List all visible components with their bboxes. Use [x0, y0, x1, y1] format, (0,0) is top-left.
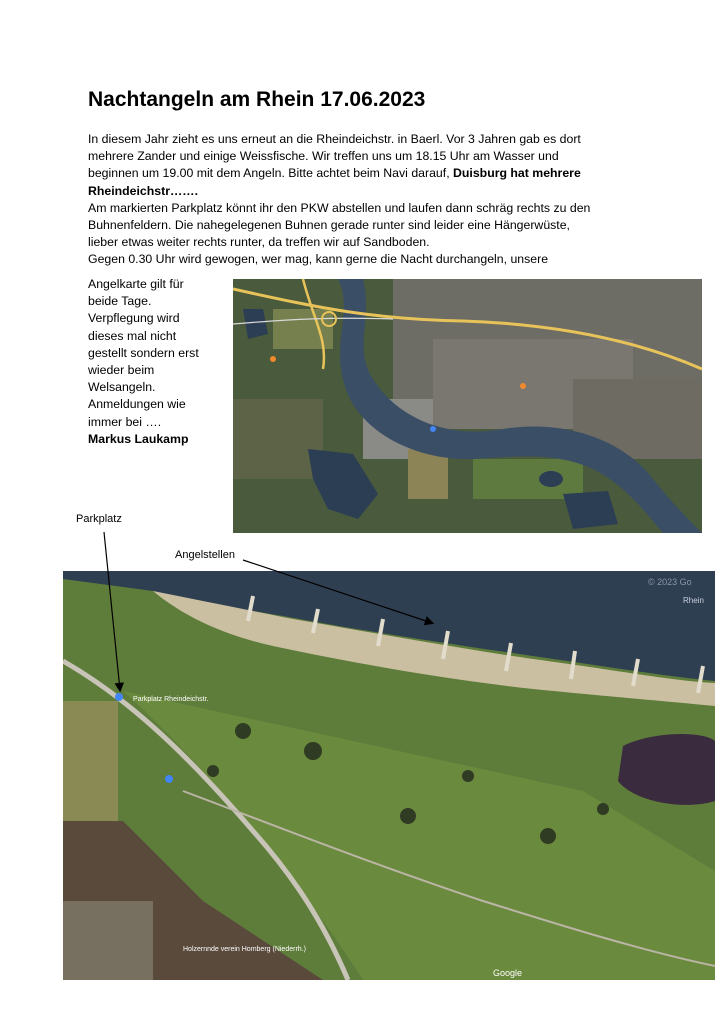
overview-map-graphic: [233, 279, 702, 533]
intro-line: Gegen 0.30 Uhr wird gewogen, wer mag, kann gerne die Nacht durchangeln, unsere: [88, 252, 549, 267]
overview-aerial-map: [233, 279, 702, 533]
page-title: Nachtangeln am Rhein 17.06.2023: [88, 88, 426, 111]
parkplatz-pin-label: Parkplatz Rheindeichstr.: [133, 696, 209, 703]
side-line: dieses mal nicht: [88, 328, 177, 343]
side-line: Anmeldungen wie: [88, 397, 186, 412]
intro-line: Am markierten Parkplatz könnt ihr den PKW abstellen und laufen dann schräg rechts zu den: [88, 200, 591, 215]
verein-label: Holzernnde verein Homberg (Niederrh.): [183, 946, 306, 953]
angelstellen-label: Angelstellen: [175, 549, 235, 561]
organizer-name: Markus Laukamp: [88, 431, 189, 446]
map-copyright: © 2023 Go: [648, 577, 692, 587]
side-line: Welsangeln.: [88, 380, 156, 395]
parkplatz-label: Parkplatz: [76, 513, 122, 525]
navi-warning: Duisburg hat mehrere: [453, 166, 581, 181]
side-line: Verpflegung wird: [88, 311, 180, 326]
detail-aerial-map: [63, 571, 715, 980]
side-text: [88, 276, 228, 448]
side-line: Angelkarte gilt für: [88, 277, 184, 291]
side-line: wieder beim: [88, 363, 155, 378]
side-line: immer bei ….: [88, 414, 162, 429]
intro-paragraph: [88, 131, 648, 269]
river-label: Rhein: [683, 596, 704, 605]
navi-warning-cont: Rheindeichstr…….: [88, 183, 199, 198]
side-line: beide Tage.: [88, 294, 152, 309]
intro-line: lieber etwas weiter rechts runter, da treffen wir auf Sandboden.: [88, 235, 430, 250]
intro-line: Buhnenfeldern. Die nahegelegenen Buhnen gerade runter sind leider eine Hängerwüste,: [88, 218, 570, 233]
detail-map-graphic: [63, 571, 715, 980]
google-logo: Google: [493, 968, 523, 978]
intro-line: mehrere Zander und einige Weissfische. Wir treffen uns um 18.15 Uhr am Wasser und: [88, 149, 559, 164]
intro-line: In diesem Jahr zieht es uns erneut an die Rheindeichstr. in Baerl. Vor 3 Jahren gab es dort: [88, 132, 581, 146]
intro-line: beginnen um 19.00 mit dem Angeln. Bitte achtet beim Navi darauf,: [88, 166, 454, 181]
side-line: gestellt sondern erst: [88, 345, 199, 360]
